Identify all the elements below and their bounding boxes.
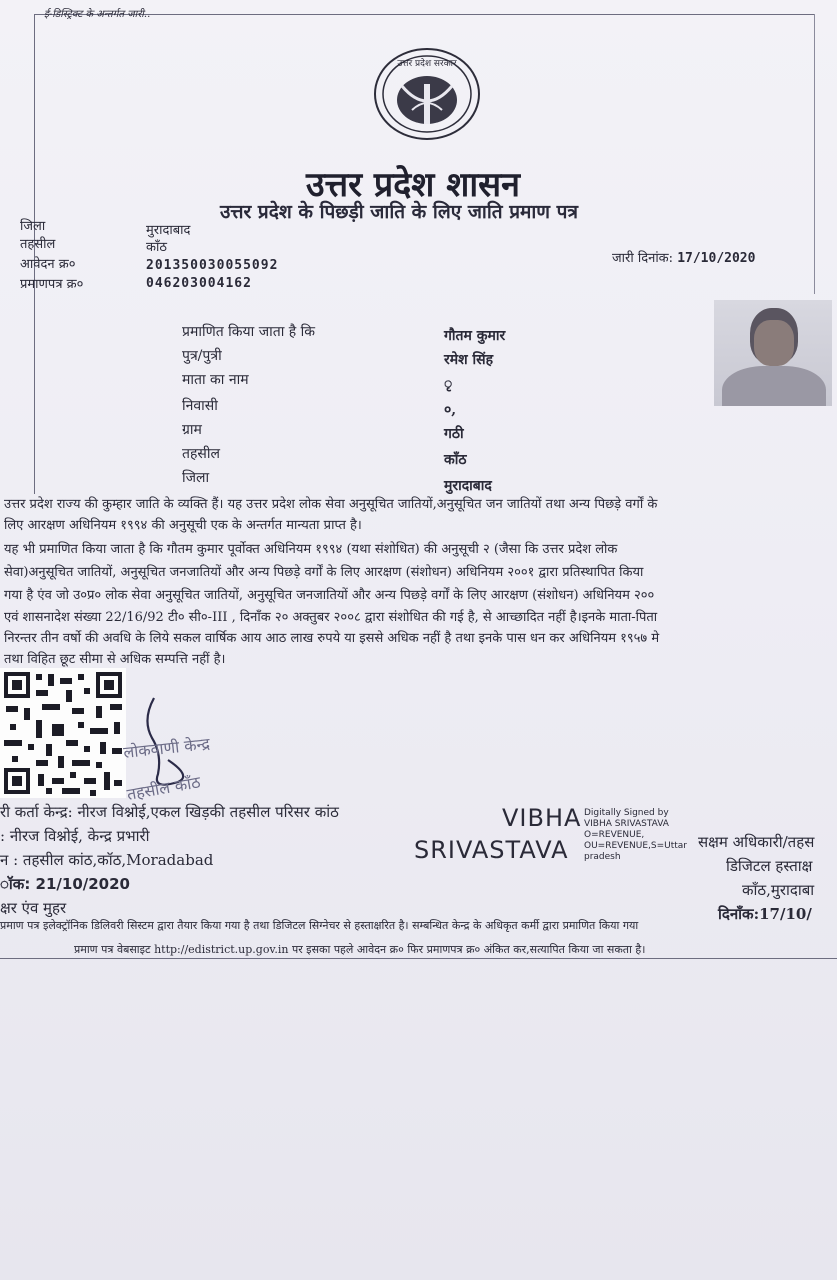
- footer-in-charge-line: : नीरज विश्नोई, केन्द्र प्रभारी: [0, 827, 150, 845]
- body-paragraph-line: लिए आरक्षण अधिनियम १९९४ की अनुसूची एक के अन्तर्गत मान्यता प्राप्त है।: [4, 518, 362, 533]
- certificate-title: उत्तर प्रदेश के पिछड़ी जाति के लिए जाति प्रमाण पत्र: [220, 201, 578, 223]
- body-paragraph-line: गया है एंव जो उ०प्र० लोक सेवा अनुसूचित जातियों, अनुसूचित जनजातियों और अन्य पिछड़े वर्गों के लिए आरक्षण (संशोधन) अधिनियम २००: [4, 588, 655, 603]
- district-value: मुरादाबाद: [146, 223, 191, 238]
- field-value-name: गौतम कुमार: [444, 328, 506, 344]
- officer-location: काँठ,मुरादाबा: [742, 881, 815, 899]
- footer-location-line: न : तहसील कांठ,कॉठ,Moradabad: [0, 851, 214, 869]
- field-label: जिला: [182, 470, 210, 486]
- field-value-district: मुरादाबाद: [444, 478, 492, 494]
- stamp-line-1: लोकवाणी केन्द्र: [122, 734, 211, 762]
- frame-line-bottom: [0, 958, 837, 959]
- body-paragraph-line: तथा विहित छूट सीमा से अधिक सम्पत्ति नहीं है।: [4, 652, 226, 667]
- field-value-village: गठी: [444, 426, 464, 442]
- district-label: जिला: [20, 219, 46, 234]
- field-label: प्रमाणित किया जाता है कि: [182, 324, 316, 340]
- signature-with-stamp: [118, 690, 308, 810]
- frame-line-right: [814, 14, 815, 294]
- emblem-caption: उत्तर प्रदेश सरकार: [397, 59, 457, 69]
- field-label: तहसील: [182, 446, 220, 462]
- body-paragraph-line: उत्तर प्रदेश राज्य की कुम्हार जाति के व्यक्ति हैं। यह उत्तर प्रदेश लोक सेवा अनुसूचित जातियों,अनुसूचित जन जातियों तथा अन्य पिछड़े वर्गों के: [4, 497, 658, 512]
- officer-date: दिनाँक:17/10/: [718, 905, 812, 923]
- issued-under-text: ई-डिस्ट्रिक्ट के अन्तर्गत जारी..: [44, 9, 151, 20]
- field-label: पुत्र/पुत्री: [182, 348, 222, 364]
- field-label: ग्राम: [182, 422, 202, 438]
- body-paragraph-line: एवं शासनादेश संख्या 22/16/92 टी० सी०-III , दिनाँक २० अक्तुबर २००८ द्वारा संशोधित की गई है, से आच्छादित नहीं है।इनके माता-पिता: [4, 610, 658, 625]
- government-title: उत्तर प्रदेश शासन: [306, 165, 521, 205]
- field-label: माता का नाम: [182, 372, 249, 388]
- digital-signature-details: Digitally Signed by VIBHA SRIVASTAVA O=REVENUE, OU=REVENUE,S=Uttar pradesh: [584, 808, 687, 862]
- application-number-label: आवेदन क्र०: [20, 257, 76, 272]
- field-value-tehsil: काँठ: [444, 452, 467, 468]
- tehsil-label: तहसील: [20, 237, 56, 252]
- tehsil-value: काँठ: [146, 240, 167, 255]
- issue-date-value: 17/10/2020: [677, 251, 756, 266]
- body-paragraph-line: निरन्तर तीन वर्षो की अवधि के लिये सकल वार्षिक आय आठ लाख रुपये या इससे अधिक नहीं है तथा इनके पास धन कर अधिनियम १९५७ मे: [4, 631, 660, 646]
- digital-signature-name-last: SRIVASTAVA: [414, 836, 569, 864]
- body-paragraph-line: सेवा)अनुसूचित जातियों, अनुसूचित जनजातियों और अन्य पिछड़े वर्गों के लिए आरक्षण (संशोधन) अधिनियम २००१ द्वारा प्रतिस्थापित किया: [4, 565, 644, 580]
- stamp-line-2: तहसील काँठ: [125, 772, 202, 804]
- application-number-value: 201350030055092: [146, 258, 279, 273]
- field-value-mother: ृ: [444, 376, 453, 392]
- footer-date-line: ॉक: 21/10/2020: [0, 875, 130, 893]
- frame-line-top: [34, 14, 814, 15]
- verification-note-line: प्रमाण पत्र इलेक्ट्रॉनिक डिलिवरी सिस्टम द्वारा तैयार किया गया है तथा डिजिटल सिग्नेचर से हस्ताक्षरित है। सम्बन्धित केन्द्र के अधिकृत कर्मी द्वारा प्रमाणित किया गया: [0, 919, 639, 932]
- certificate-number-label: प्रमाणपत्र क्र०: [20, 277, 84, 292]
- qr-code: [0, 668, 126, 798]
- up-government-emblem-icon: [372, 46, 482, 142]
- field-value-resident: ०,: [444, 402, 457, 418]
- body-paragraph-line: यह भी प्रमाणित किया जाता है कि गौतम कुमार पूर्वोक्त अधिनियम १९९४ (यथा संशोधित) की अनुसूची २ (जैसा कि उत्तर प्रदेश लोक: [4, 542, 618, 557]
- officer-designation: सक्षम अधिकारी/तहस: [698, 833, 815, 851]
- issue-date-label: जारी दिनांक:: [612, 251, 674, 266]
- footer-signature-line: क्षर एंव मुहर: [0, 899, 67, 917]
- certificate-number-value: 046203004162: [146, 276, 252, 291]
- field-value-father: रमेश सिंह: [444, 352, 494, 368]
- digital-signature-label: डिजिटल हस्ताक्ष: [726, 857, 813, 875]
- field-label: निवासी: [182, 398, 218, 414]
- verification-note-line: प्रमाण पत्र वेबसाइट http://edistrict.up.gov.in पर इसका पहले आवेदन क्र० फिर प्रमाणपत्र क्र० अंकित कर,सत्यापित किया जा सकता है।: [74, 943, 646, 956]
- digital-signature-name-first: VIBHA: [502, 804, 582, 832]
- issue-date: [612, 248, 755, 266]
- footer-center-line: री कर्ता केन्द्र: नीरज विश्नोई,एकल खिड़की तहसील परिसर कांठ: [0, 803, 339, 821]
- applicant-photo: [714, 300, 832, 406]
